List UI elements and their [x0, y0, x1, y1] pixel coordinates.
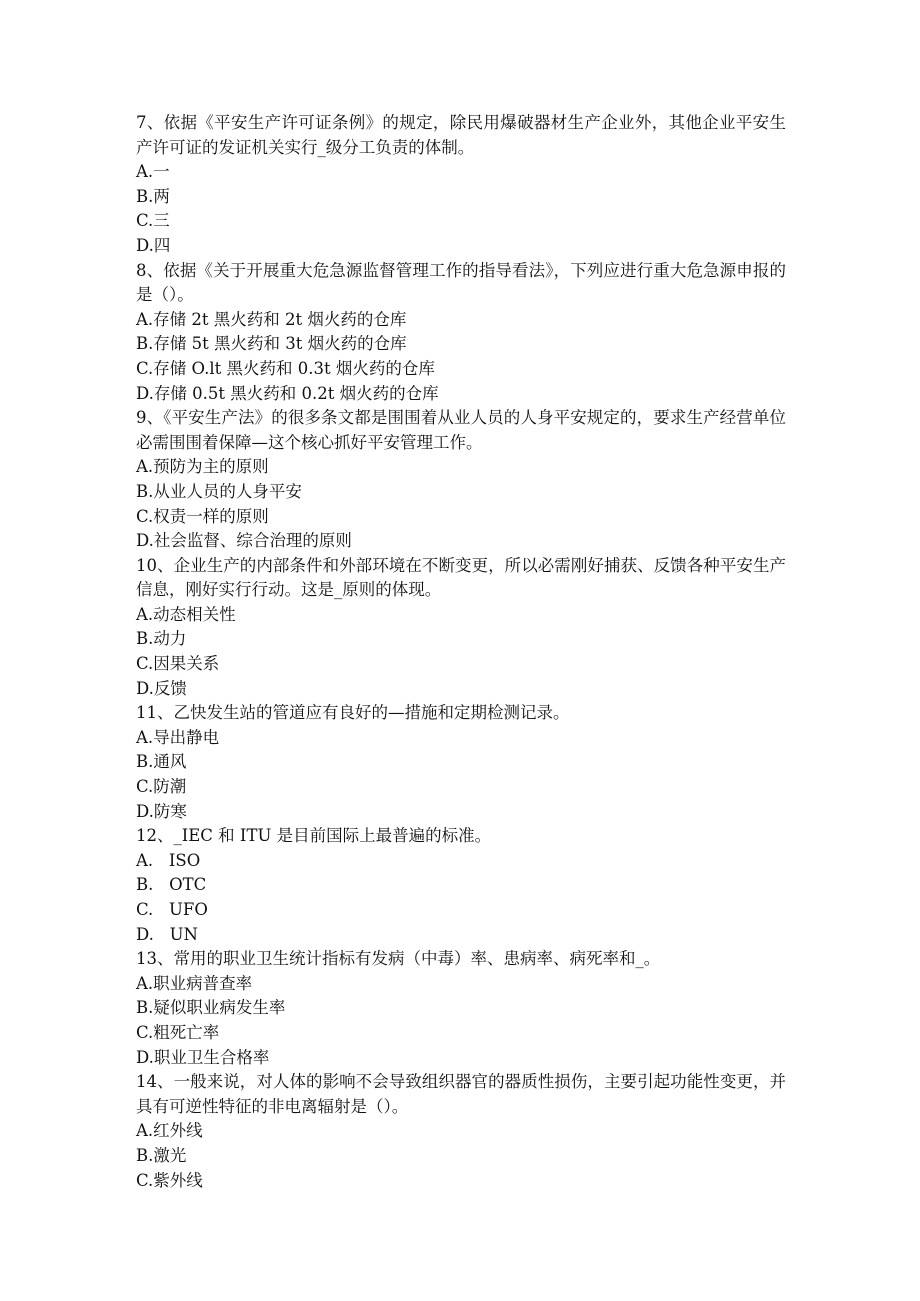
- option-c: C.紫外线: [136, 1170, 203, 1190]
- option-a: A.存储 2t 黑火药和 2t 烟火药的仓库: [136, 309, 407, 329]
- option-a: A.预防为主的原则: [136, 457, 269, 477]
- option-d: D.存储 0.5t 黑火药和 0.2t 烟火药的仓库: [136, 383, 439, 403]
- option-b: B. OTC: [136, 875, 207, 895]
- option-d: D.职业卫生合格率: [136, 1047, 270, 1067]
- question-text: 9、《平安生产法》的很多条文都是围围着从业人员的人身平安规定的，要求生产经营单位必需围围着保障—这个核心抓好平安管理工作。: [136, 408, 786, 452]
- option-b: B.两: [136, 186, 170, 206]
- question-text: 14、一般来说，对人体的影响不会导致组织器官的器质性损伤，主要引起功能性变更，并具有可逆性特征的非电离辐射是（）。: [136, 1072, 786, 1116]
- option-c: C. UFO: [136, 900, 208, 919]
- option-b: B.通风: [136, 752, 187, 772]
- option-b: B.激光: [136, 1145, 187, 1165]
- option-b: B.存储 5t 黑火药和 3t 烟火药的仓库: [136, 334, 407, 354]
- option-c: C.权责一样的原则: [136, 506, 269, 526]
- question-12: [136, 824, 786, 947]
- question-7: [136, 111, 786, 259]
- option-c: C.三: [136, 211, 170, 231]
- option-d: D.反馈: [136, 678, 187, 698]
- question-11: [136, 701, 786, 824]
- option-b: B.从业人员的人身平安: [136, 481, 302, 501]
- option-d: D.防寒: [136, 801, 187, 821]
- option-a: A.红外线: [136, 1121, 203, 1141]
- option-a: A.动态相关性: [136, 604, 236, 624]
- option-d: D.四: [136, 235, 171, 255]
- question-text: 10、企业生产的内部条件和外部环境在不断变更，所以必需刚好捕获、反馈各种平安生产信息，刚好实行行动。这是_原则的体现。: [136, 555, 786, 600]
- question-text: 12、_IEC 和 ITU 是目前国际上最普遍的标准。: [136, 826, 492, 846]
- question-text: 7、依据《平安生产许可证条例》的规定，除民用爆破器材生产企业外，其他企业平安生产许可证的发证机关实行_级分工负责的体制。: [136, 113, 786, 157]
- question-text: 8、依据《关于开展重大危急源监督管理工作的指导看法》，下列应进行重大危急源申报的是（）。: [136, 260, 786, 305]
- option-a: A.一: [136, 162, 170, 182]
- option-b: B.疑似职业病发生率: [136, 998, 286, 1018]
- question-14: [136, 1070, 786, 1193]
- option-d: D. UN: [136, 924, 198, 944]
- question-13: [136, 947, 786, 1070]
- option-a: A.导出静电: [136, 727, 220, 747]
- question-text: 11、乙快发生站的管道应有良好的—措施和定期检测记录。: [136, 703, 570, 723]
- option-c: C.因果关系: [136, 654, 220, 674]
- option-c: C.粗死亡率: [136, 1022, 220, 1042]
- option-b: B.动力: [136, 629, 187, 649]
- option-a: A. ISO: [136, 850, 201, 870]
- option-d: D.社会监督、综合治理的原则: [136, 531, 352, 551]
- option-c: C.存储 O.lt 黑火药和 0.3t 烟火药的仓库: [136, 358, 435, 378]
- question-text: 13、常用的职业卫生统计指标有发病（中毒）率、患病率、病死率和_。: [136, 949, 661, 969]
- option-c: C.防潮: [136, 777, 187, 797]
- question-10: [136, 554, 786, 702]
- question-8: [136, 259, 786, 407]
- question-9: [136, 406, 786, 554]
- option-a: A.职业病普查率: [136, 973, 253, 993]
- document-body: [136, 111, 786, 1193]
